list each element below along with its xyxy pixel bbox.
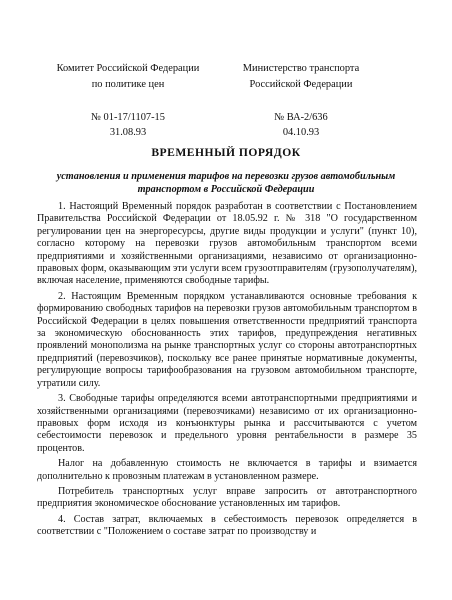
paragraph-3: 3. Свободные тарифы определяются всеми автотранспортными предприятиями и хозяйственными организациями (перевозчиками) независимо от их организационно-правовых форм исходя из конъюнктуры рынка и рассчитываются с учетом себестоимости перевозок и предельного уровня рентабельности в размере 35 процентов. — [37, 393, 417, 454]
issuer-committee-name: Комитет Российской Федерации — [56, 63, 200, 74]
paragraph-2: 2. Настоящим Временным порядком устанавливаются основные требования к формированию свободных тарифов на перевозки грузов автомобильным транспортом в Российской Федерации в целях повышения ответственности предприятий транспорта за экономическую обоснованность этих тарифов, предупреждения негативных проявлений монополизма на рынке транспортных услуг со стороны автотранспортных предприятий (перевозчиков), поскольку все ранее принятые нормативные документы, регулирующие вопросы тарифообразования на грузовом автомобильном транспорте, утратили силу. — [37, 290, 417, 389]
document-title: ВРЕМЕННЫЙ ПОРЯДОК — [151, 146, 301, 159]
issuer-ministry-name: Министерство транспорта — [242, 63, 360, 74]
issuer-committee-date: 31.08.93 — [109, 127, 147, 139]
issuer-committee-name-cont: по политике цен — [91, 78, 165, 90]
issuer-ministry — [216, 61, 386, 141]
document-body — [37, 201, 417, 542]
paragraph-4: 4. Состав затрат, включаемых в себестоимость перевозок определяется в соответствии с "Положением о составе затрат по производству и — [37, 513, 417, 538]
issuer-committee — [44, 61, 212, 141]
paragraph-1: 1. Настоящий Временный порядок разработан в соответствии с Постановлением Правительства Российской Федерации от 18.05.92 г. № 318 "О государственном регулировании цен на энергоресурсы, другие виды продукции и услуги" (пункт 10), согласно которому на перевозки грузов автомобильным транспортом всеми предприятиями и хозяйственными организациями, независимо от организационно-правовых форм, оказывающим эти услуги всем грузоотправителям (грузополучателям), включая население, применяются свободные тарифы. — [37, 201, 417, 287]
issuer-ministry-number: № ВА-2/636 — [274, 111, 328, 123]
paragraph-vat: Налог на добавленную стоимость не включается в тарифы и взимается дополнительно к провозным платежам в установленном размере. — [37, 458, 417, 482]
document-subtitle: установления и применения тарифов на перевозки грузов автомобильным транспортом в Российской Федерации — [56, 171, 396, 195]
issuer-ministry-name-cont: Российской Федерации — [249, 78, 353, 90]
issuer-committee-number: № 01-17/1107-15 — [91, 111, 165, 123]
paragraph-consumer: Потребитель транспортных услуг вправе запросить от автотранспортного предприятия экономическое обоснование установленных им тарифов. — [37, 485, 417, 510]
issuer-ministry-date: 04.10.93 — [282, 127, 320, 139]
